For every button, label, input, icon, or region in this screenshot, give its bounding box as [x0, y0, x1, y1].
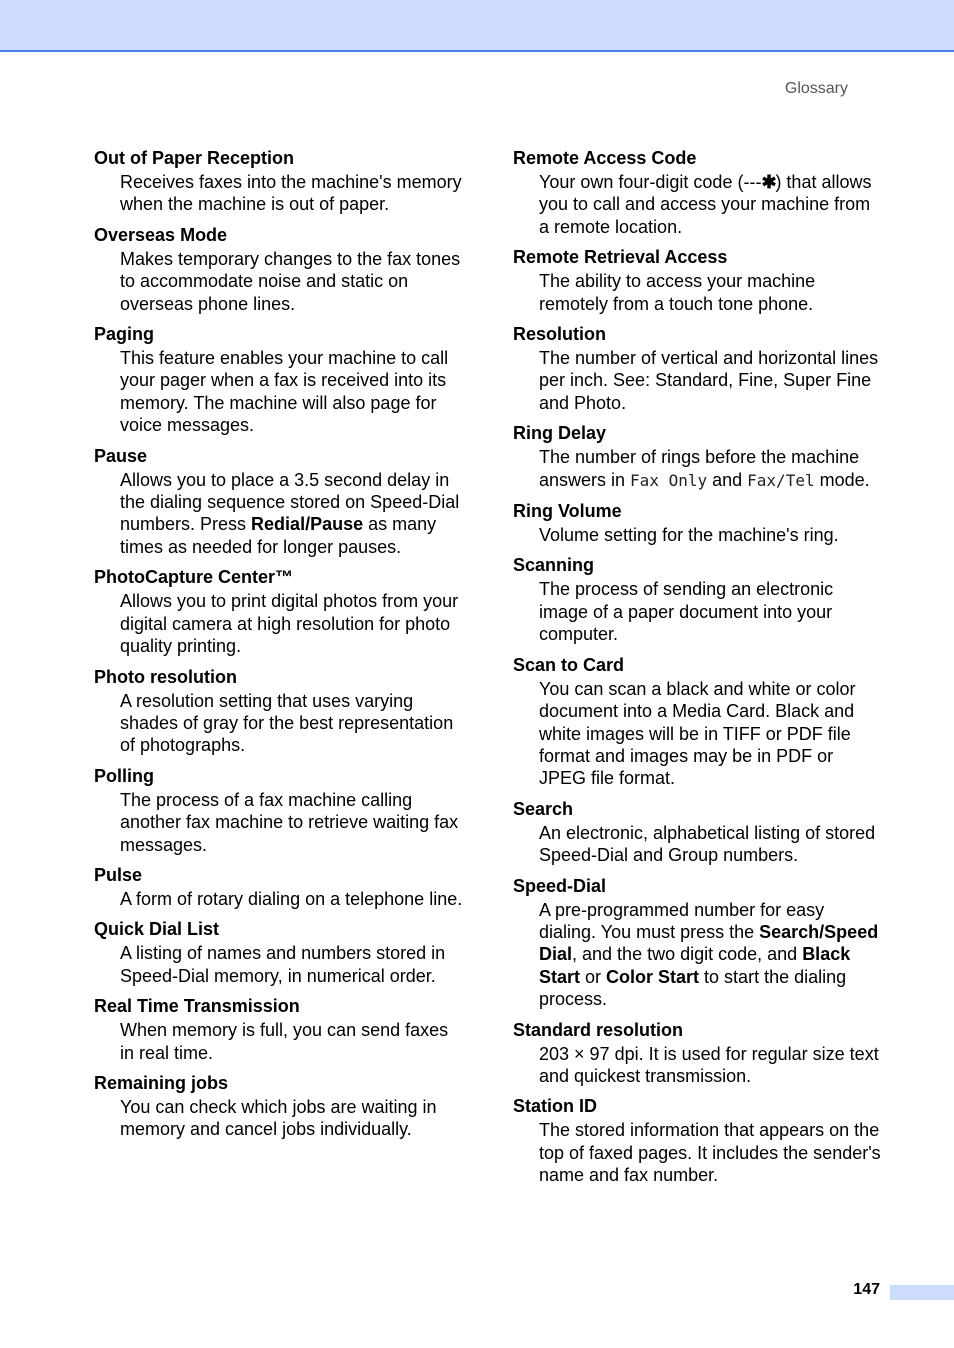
glossary-definition: The process of a fax machine calling another fax machine to retrieve waiting fax messages. — [120, 789, 459, 855]
glossary-entry — [94, 224, 466, 315]
glossary-definition: 203 × 97 dpi. It is used for regular size text and quickest transmission. — [539, 1043, 879, 1086]
glossary-entry — [94, 323, 466, 437]
glossary-entry — [513, 1095, 885, 1186]
header-band — [0, 0, 954, 52]
definition-text: , and the two digit code, and — [572, 944, 803, 965]
glossary-definition: When memory is full, you can send faxes in real time. — [120, 1020, 449, 1063]
glossary-definition: Allows you to print digital photos from your digital camera at high resolution for photo quality printing. — [120, 591, 459, 657]
glossary-term: Ring Volume — [513, 501, 622, 522]
glossary-entry — [94, 445, 466, 559]
glossary-term: Remote Retrieval Access — [513, 247, 728, 268]
page-number: 147 — [853, 1281, 880, 1298]
glossary-entry — [513, 875, 885, 1011]
glossary-definition — [539, 446, 885, 492]
glossary-term: Speed-Dial — [513, 875, 607, 896]
glossary-entry — [513, 246, 885, 315]
glossary-definition: This feature enables your machine to call your pager when a fax is received into its memory. The machine will also page for voice messages. — [120, 348, 449, 436]
glossary-entry — [513, 422, 885, 492]
glossary-definition: A resolution setting that uses varying shades of gray for the best representation of photographs. — [120, 690, 454, 756]
glossary-definition: The process of sending an electronic image of a paper document into your computer. — [539, 579, 834, 645]
glossary-entry — [94, 918, 466, 987]
definition-text: The number of rings before the machine answers in — [539, 447, 860, 490]
glossary-term: Pause — [94, 445, 148, 466]
glossary-entry — [513, 654, 885, 790]
glossary-column-left — [94, 147, 466, 1149]
asterisk-icon: ✱ — [761, 172, 777, 192]
definition-text: Your own four-digit code (--- — [539, 172, 762, 192]
glossary-term: Standard resolution — [513, 1019, 684, 1040]
glossary-entry — [94, 666, 466, 757]
glossary-term: Paging — [94, 324, 155, 345]
glossary-definition: A listing of names and numbers stored in Speed-Dial memory, in numerical order. — [120, 943, 446, 986]
glossary-definition: Receives faxes into the machine's memory when the machine is out of paper. — [120, 172, 462, 215]
glossary-term: Pulse — [94, 864, 143, 885]
definition-text: or — [580, 966, 607, 987]
mode-name: Fax Only — [630, 470, 708, 490]
glossary-entry — [513, 500, 885, 546]
glossary-entry — [94, 147, 466, 216]
glossary-entry — [513, 323, 885, 414]
definition-text: as many times as needed for longer pauses. — [120, 514, 437, 557]
glossary-definition: You can scan a black and white or color document into a Media Card. Black and white images will be in TIFF or PDF file format and images may be in PDF or JPEG file format. — [539, 678, 856, 789]
glossary-term: Real Time Transmission — [94, 996, 300, 1017]
glossary-term: Scanning — [513, 555, 595, 576]
glossary-column-right — [513, 147, 885, 1195]
glossary-term: Out of Paper Reception — [94, 148, 295, 168]
glossary-definition: An electronic, alphabetical listing of stored Speed-Dial and Group numbers. — [539, 822, 876, 866]
glossary-definition: The stored information that appears on the top of faxed pages. It includes the sender's name and fax number. — [539, 1120, 881, 1186]
glossary-entry — [513, 798, 885, 867]
glossary-term: PhotoCapture Center™ — [94, 567, 294, 588]
glossary-term: Resolution — [513, 324, 606, 345]
glossary-term: Overseas Mode — [94, 224, 228, 245]
page-tab-marker — [890, 1285, 954, 1300]
glossary-entry — [513, 554, 885, 645]
glossary-entry — [94, 995, 466, 1064]
glossary-term: Station ID — [513, 1096, 597, 1117]
mode-name: Fax/Tel — [747, 470, 815, 490]
glossary-term: Ring Delay — [513, 423, 607, 444]
glossary-definition — [539, 171, 885, 238]
glossary-definition: You can check which jobs are waiting in memory and cancel jobs individually. — [120, 1096, 437, 1140]
glossary-definition: Makes temporary changes to the fax tones to accommodate noise and static on overseas phone lines. — [120, 248, 461, 314]
glossary-definition: A form of rotary dialing on a telephone line. — [120, 888, 463, 909]
definition-text: ) that allows you to call and access your machine from a remote location. — [539, 172, 872, 237]
definition-text: Allows you to place a 3.5 second delay in the dialing sequence stored on Speed-Dial numbers. Press — [120, 469, 460, 535]
glossary-term: Search — [513, 798, 574, 819]
definition-text: A pre-programmed number for easy dialing. You must press the — [539, 899, 825, 942]
key-name: Black Start — [539, 944, 851, 987]
glossary-term: Quick Dial List — [94, 919, 220, 940]
key-name: Redial/Pause — [251, 514, 364, 535]
glossary-definition — [120, 469, 466, 559]
glossary-entry — [94, 566, 466, 657]
glossary-entry — [513, 1019, 885, 1088]
definition-text: to start the dialing process. — [539, 966, 847, 1010]
glossary-term: Remote Access Code — [513, 148, 697, 168]
glossary-entry — [94, 864, 466, 910]
glossary-term: Scan to Card — [513, 654, 625, 675]
glossary-definition — [539, 899, 885, 1011]
glossary-definition: The number of vertical and horizontal lines per inch. See: Standard, Fine, Super Fine and Photo. — [539, 348, 879, 413]
definition-text: and — [707, 469, 748, 490]
key-name: Color Start — [606, 966, 700, 987]
glossary-entry — [513, 147, 885, 238]
glossary-entry — [94, 1072, 466, 1141]
glossary-term: Remaining jobs — [94, 1072, 229, 1093]
glossary-entry — [94, 765, 466, 856]
glossary-definition: The ability to access your machine remotely from a touch tone phone. — [539, 271, 816, 314]
definition-text: mode. — [814, 469, 870, 490]
glossary-term: Polling — [94, 765, 154, 786]
key-name: Search/Speed Dial — [539, 921, 879, 965]
glossary-term: Photo resolution — [94, 666, 237, 687]
glossary-definition: Volume setting for the machine's ring. — [539, 525, 839, 546]
section-title: Glossary — [784, 80, 848, 97]
